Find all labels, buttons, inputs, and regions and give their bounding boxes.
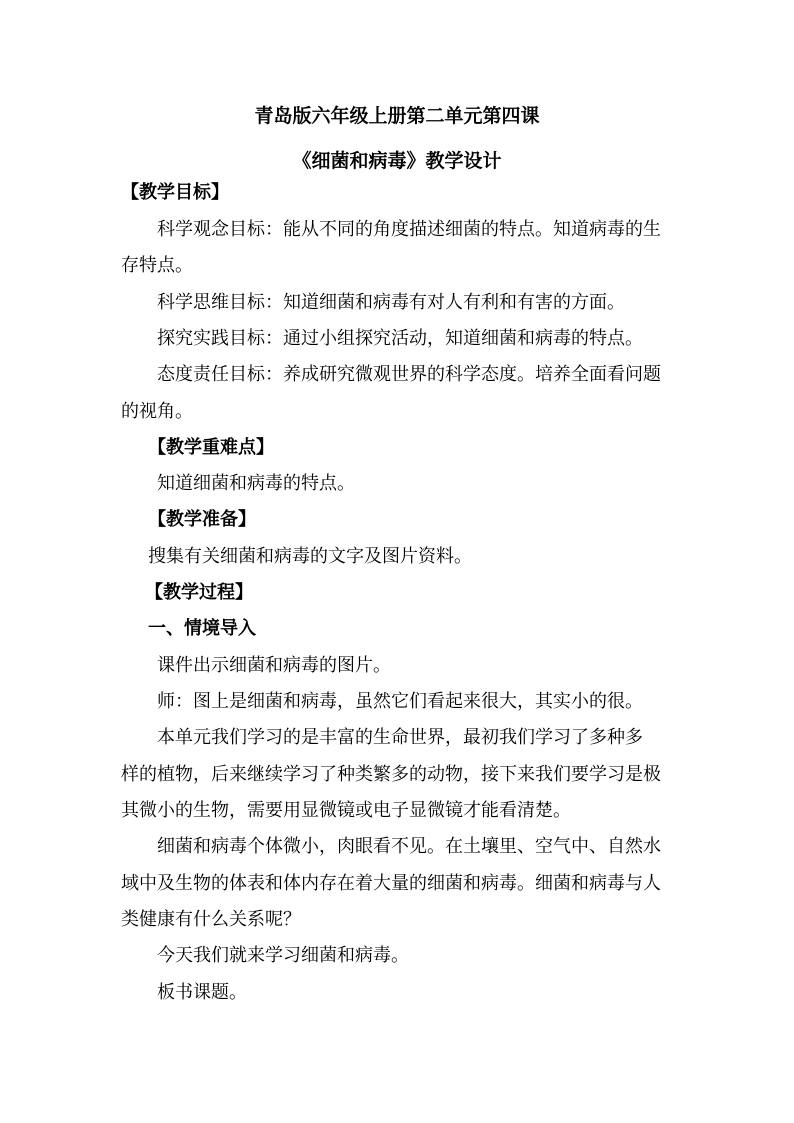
section-heading-process: 【教学过程】 — [145, 582, 253, 603]
intro-paragraph-4-line-3: 类健康有什么关系呢？ — [121, 909, 301, 930]
intro-paragraph-6: 板书课题。 — [157, 982, 247, 1003]
objective-science-concept-cont: 存特点。 — [121, 255, 193, 276]
intro-paragraph-3: 本单元我们学习的是丰富的生命世界，最初我们学习了多种多 — [157, 727, 643, 748]
section-heading-key-points: 【教学重难点】 — [148, 437, 274, 458]
intro-paragraph-1: 课件出示细菌和病毒的图片。 — [157, 655, 391, 676]
document-title: 青岛版六年级上册第二单元第四课 — [254, 105, 540, 127]
intro-paragraph-4-line-2: 域中及生物的体表和体内存在着大量的细菌和病毒。细菌和病毒与人 — [121, 873, 661, 894]
objective-science-thinking: 科学思维目标：知道细菌和病毒有对人有利和有害的方面。 — [157, 292, 625, 313]
intro-paragraph-3-line-3: 其微小的生物，需要用显微镜或电子显微镜才能看清楚。 — [121, 800, 571, 821]
key-points-text: 知道细菌和病毒的特点。 — [157, 473, 355, 494]
intro-paragraph-2: 师：图上是细菌和病毒，虽然它们看起来很大，其实小的很。 — [157, 691, 643, 712]
objective-attitude-cont: 的视角。 — [121, 401, 193, 422]
objective-attitude: 态度责任目标：养成研究微观世界的科学态度。培养全面看问题 — [157, 364, 661, 385]
intro-paragraph-3-line-2: 样的植物，后来继续学习了种类繁多的动物，接下来我们要学习是极 — [121, 764, 661, 785]
section-heading-objectives: 【教学目标】 — [121, 182, 229, 203]
document-subtitle: 《细菌和病毒》教学设计 — [292, 150, 502, 172]
objective-science-concept: 科学观念目标：能从不同的角度描述细菌的特点。知道病毒的生 — [157, 219, 661, 240]
objective-inquiry-practice: 探究实践目标：通过小组探究活动，知道细菌和病毒的特点。 — [157, 328, 643, 349]
preparation-text: 搜集有关细菌和病毒的文字及图片资料。 — [148, 546, 472, 567]
intro-paragraph-5: 今天我们就来学习细菌和病毒。 — [157, 945, 409, 966]
section-heading-preparation: 【教学准备】 — [148, 509, 256, 530]
subsection-heading-intro: 一、情境导入 — [148, 618, 256, 639]
intro-paragraph-4: 细菌和病毒个体微小，肉眼看不见。在土壤里、空气中、自然水 — [157, 836, 661, 857]
